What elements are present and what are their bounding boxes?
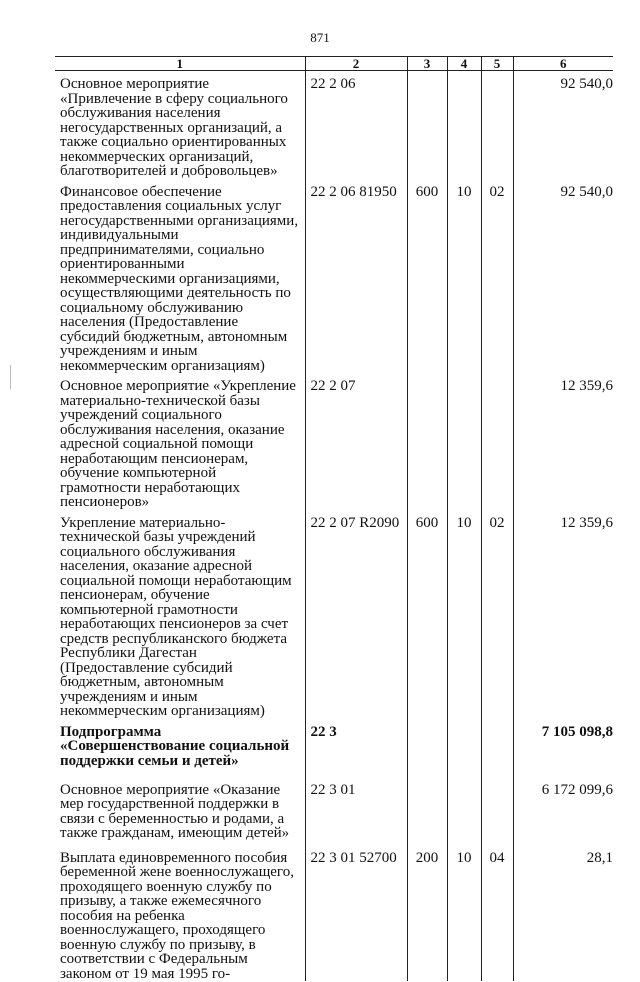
column-header-name: 1 xyxy=(55,57,305,71)
table-row xyxy=(55,373,613,510)
row-code-cell: 22 2 07 R2090 xyxy=(305,510,407,719)
row-name-cell: Выплата единовременного пособия беременной жене военнослужащего, проходящего военную службу по призыву, а также ежемесячного пособия на ребенка военнослужащего, проходящего военную службу по призыву, в соответствии с Федеральным законом от 19 мая 1995 го- xyxy=(60,849,294,982)
row-code-cell: 22 2 06 81950 xyxy=(305,179,407,374)
row-rz-cell xyxy=(447,373,481,510)
row-code-cell: 22 3 xyxy=(305,719,407,777)
row-code-cell: 22 3 01 52700 xyxy=(305,845,407,982)
row-pr-cell xyxy=(481,373,513,510)
row-pr-cell xyxy=(481,719,513,777)
table-row xyxy=(55,719,613,777)
row-name-cell: Финансовое обеспечение предоставления социальных услуг негосударственными организациями, индивидуальными предпринимателями, социально ориентированными некоммерческими организациями, осуществляющими деятельность по социальному обслуживанию населения (Предоставление субсидий бюджетным, автономным учреждениям и иным некоммерческим организациям) xyxy=(60,183,299,374)
table-row xyxy=(55,845,613,982)
row-sum-cell: 92 540,0 xyxy=(513,179,613,374)
budget-table xyxy=(55,56,613,981)
row-vr-cell: 200 xyxy=(407,845,447,982)
column-header-pr: 5 xyxy=(481,57,513,71)
row-pr-cell: 02 xyxy=(481,510,513,719)
row-sum-cell: 6 172 099,6 xyxy=(513,777,613,845)
row-code-cell: 22 3 01 xyxy=(305,777,407,845)
row-sum-cell: 28,1 xyxy=(513,845,613,982)
row-sum-cell: 7 105 098,8 xyxy=(513,719,613,777)
row-name-cell: Подпрограмма «Совершенствование социальной поддержки семьи и детей» xyxy=(60,723,290,769)
row-name-cell: Основное мероприятие «Укрепление материально-технической базы учреждений социального обслуживания населения, оказание адресной социальной помощи неработающим пенсионерам, обучение компьютерной грамотности неработающих пенсионеров» xyxy=(60,378,296,510)
row-name-cell: Основное мероприятие «Привлечение в сферу социального обслуживания населения негосударственных организаций, а также социально ориентированных некоммерческих организаций, благотворителей и добровольцев» xyxy=(60,76,288,179)
table-row xyxy=(55,179,613,374)
row-sum-cell: 92 540,0 xyxy=(513,71,613,179)
row-vr-cell: 600 xyxy=(407,179,447,374)
table-row xyxy=(55,510,613,719)
row-pr-cell: 04 xyxy=(481,845,513,982)
row-vr-cell xyxy=(407,373,447,510)
row-vr-cell xyxy=(407,719,447,777)
row-sum-cell: 12 359,6 xyxy=(513,510,613,719)
row-vr-cell: 600 xyxy=(407,510,447,719)
row-vr-cell xyxy=(407,71,447,179)
row-rz-cell: 10 xyxy=(447,510,481,719)
row-rz-cell xyxy=(447,719,481,777)
row-code-cell: 22 2 07 xyxy=(305,373,407,510)
row-pr-cell: 02 xyxy=(481,179,513,374)
table-row xyxy=(55,777,613,845)
row-sum-cell: 12 359,6 xyxy=(513,373,613,510)
row-rz-cell xyxy=(447,71,481,179)
row-name-cell: Основное мероприятие «Оказание мер государственной поддержки в связи с беременностью и родами, а также гражданам, имеющим детей» xyxy=(60,781,290,841)
row-rz-cell xyxy=(447,777,481,845)
scan-artifact xyxy=(10,365,11,389)
column-header-sum: 6 xyxy=(513,57,613,71)
row-pr-cell xyxy=(481,777,513,845)
row-name-cell: Укрепление материально-технической базы учреждений социального обслуживания населения, оказание адресной социальной помощи неработающим пенсионерам, обучение компьютерной грамотности неработающих пенсионеров за счет средств республиканского бюджета Республики Дагестан (Предоставление субсидий бюджетным, автономным учреждениям и иным некоммерческим организациям) xyxy=(60,514,292,719)
row-rz-cell: 10 xyxy=(447,179,481,374)
column-header-code: 2 xyxy=(305,57,407,71)
row-vr-cell xyxy=(407,777,447,845)
row-rz-cell: 10 xyxy=(447,845,481,982)
table-header-row xyxy=(55,57,613,71)
page-number: 871 xyxy=(310,30,330,45)
column-header-vr: 3 xyxy=(407,57,447,71)
row-pr-cell xyxy=(481,71,513,179)
table-row xyxy=(55,71,613,179)
column-header-rz: 4 xyxy=(447,57,481,71)
row-code-cell: 22 2 06 xyxy=(305,71,407,179)
